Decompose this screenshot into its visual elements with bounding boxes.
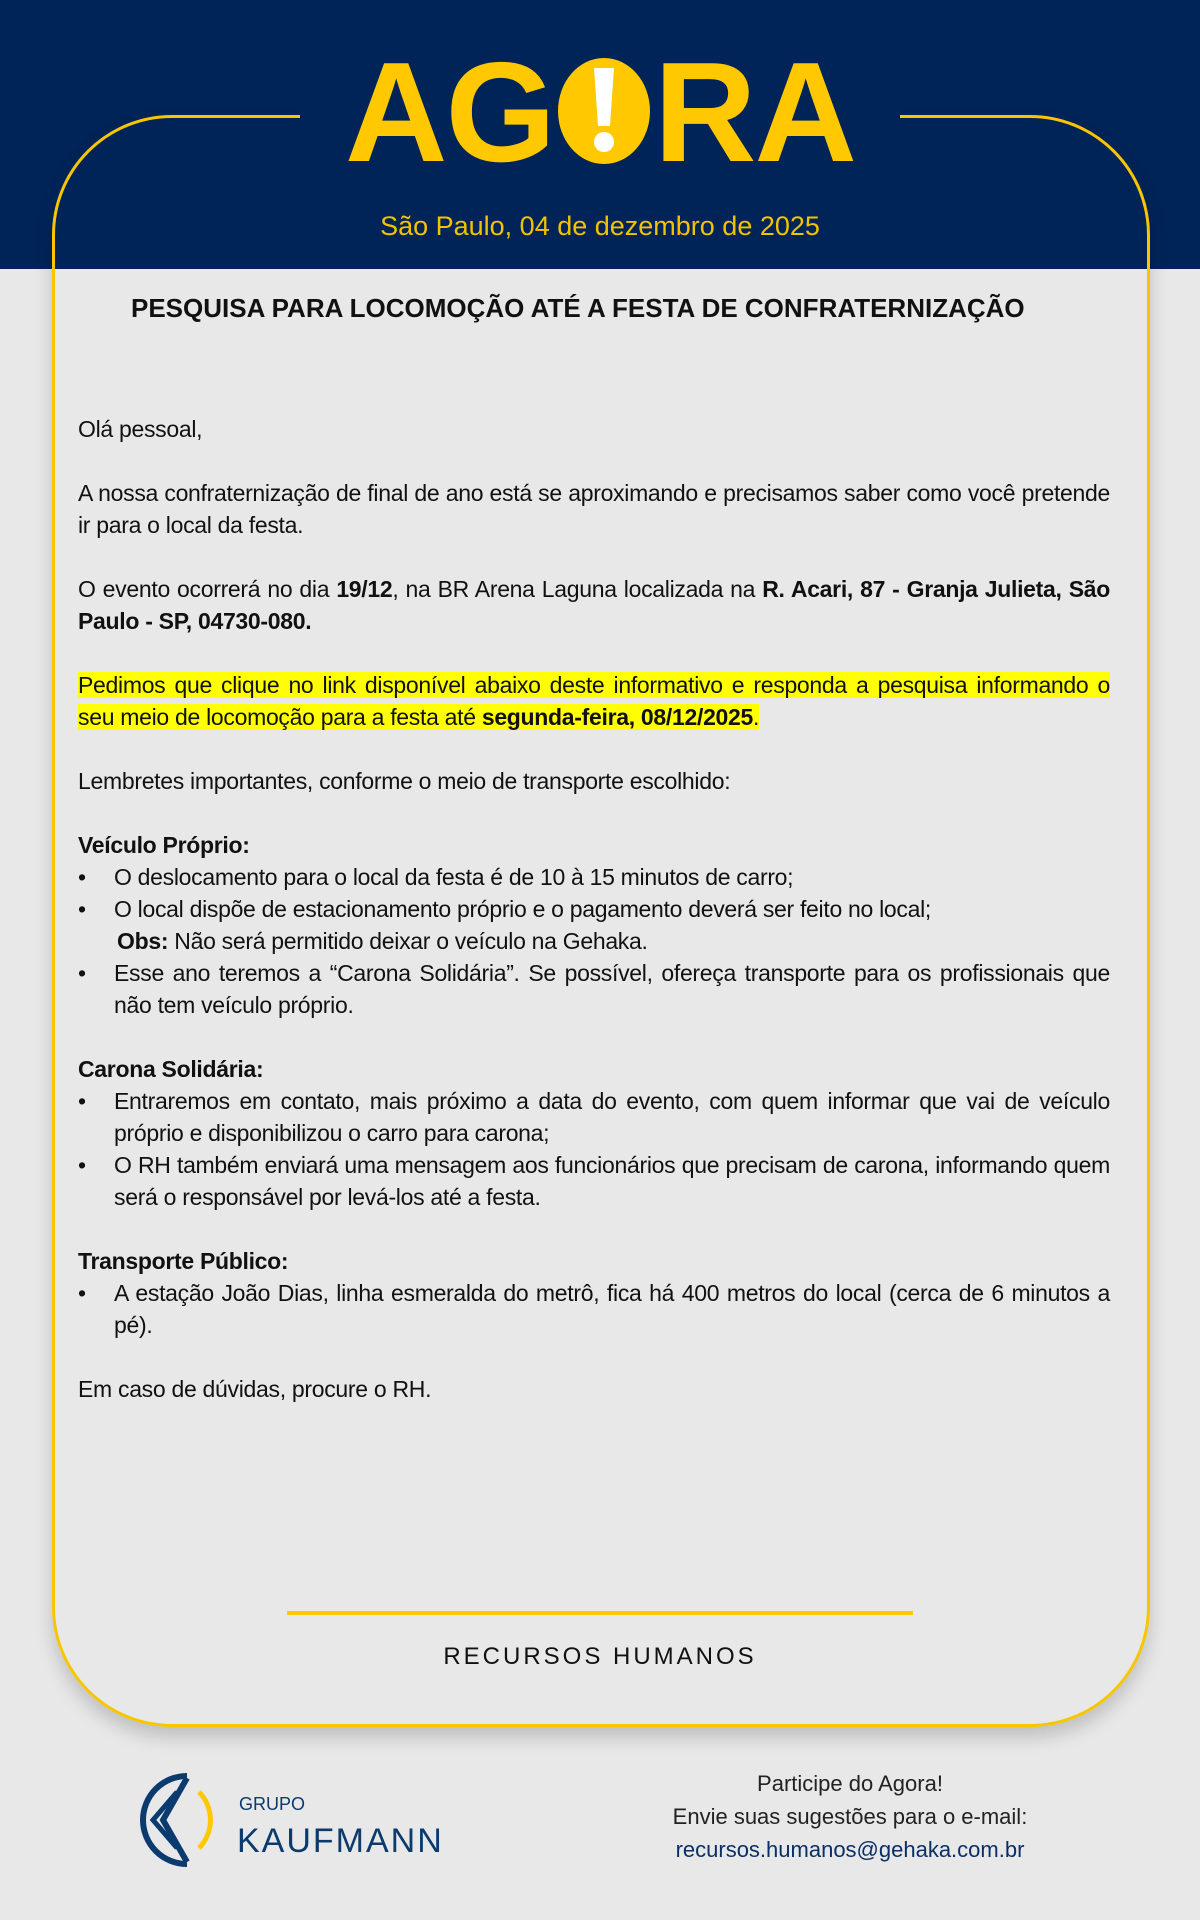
bullet-icon: • [78, 1280, 86, 1306]
agora-logo [343, 33, 857, 192]
list-item [78, 1149, 1110, 1213]
bullet-icon: • [78, 864, 86, 890]
kaufmann-logo [125, 1770, 445, 1870]
list-own-vehicle [78, 861, 1110, 1021]
event-date: 19/12 [336, 576, 393, 602]
bullet-icon: • [78, 1152, 86, 1178]
item-text: O deslocamento para o local da festa é de 10 à 15 minutos de carro; [114, 864, 794, 890]
list-carpool [78, 1085, 1110, 1213]
text: O evento ocorrerá no dia [78, 576, 337, 602]
text: . [753, 704, 760, 730]
highlight-paragraph [78, 669, 1110, 733]
closing: Em caso de dúvidas, procure o RH. [78, 1376, 432, 1402]
section-heading: Veículo Próprio: [78, 832, 250, 858]
bullet-icon: • [78, 1088, 86, 1114]
date: São Paulo, 04 de dezembro de 2025 [380, 211, 820, 241]
letter-body [78, 413, 1110, 1437]
item-text: Entraremos em contato, mais próximo a data do evento, com quem informar que vai de veículo próprio e disponibilizou o carro para carona; [114, 1088, 1110, 1146]
event-paragraph [78, 573, 1110, 637]
list-public-transport [78, 1277, 1110, 1341]
item-text: O local dispõe de estacionamento próprio e o pagamento deverá ser feito no local; [114, 896, 931, 922]
bullet-icon: • [78, 960, 86, 986]
logo-part: RA [653, 33, 856, 192]
brand-small: GRUPO [239, 1794, 306, 1814]
list-item [78, 861, 1110, 893]
event-address: R. Acari, 87 - Granja Julieta, São Paulo - SP, 04730-080. [78, 576, 1110, 634]
list-item [78, 1085, 1110, 1149]
brand-name: KAUFMANN [237, 1822, 444, 1860]
signature: RECURSOS HUMANOS [443, 1643, 757, 1670]
email-link[interactable]: recursos.humanos@gehaka.com.br [675, 1837, 1025, 1862]
item-text: O RH também enviará uma mensagem aos funcionários que precisam de carona, informando quem será o responsável por levá-los até a festa. [114, 1152, 1110, 1210]
footer-line: Envie suas sugestões para o e-mail: [672, 1804, 1028, 1829]
greeting: Olá pessoal, [78, 416, 203, 442]
footer-line: Participe do Agora! [757, 1771, 943, 1796]
obs-note [78, 925, 1110, 957]
reminders-intro: Lembretes importantes, conforme o meio de transporte escolhido: [78, 768, 731, 794]
item-text: Esse ano teremos a “Carona Solidária”. Se possível, ofereça transporte para os profissionais que não tem veículo próprio. [114, 960, 1110, 1018]
page-title: PESQUISA PARA LOCOMOÇÃO ATÉ A FESTA DE CONFRATERNIZAÇÃO [131, 293, 1025, 323]
text: , na BR Arena Laguna localizada na [392, 576, 763, 602]
obs-text: Não será permitido deixar o veículo na Gehaka. [168, 928, 648, 954]
deadline: segunda-feira, 08/12/2025 [481, 704, 754, 730]
section-heading: Transporte Público: [78, 1248, 289, 1274]
signature-divider [287, 1611, 913, 1615]
list-item [78, 957, 1110, 1021]
list-item [78, 1277, 1110, 1341]
list-item [78, 893, 1110, 925]
logo-part: AG [344, 33, 554, 192]
intro-paragraph: A nossa confraternização de final de ano está se aproximando e precisamos saber como você pretende ir para o local da festa. [78, 480, 1110, 538]
highlight-text: Pedimos que clique no link disponível abaixo deste informativo e responda a pesquisa informando o seu meio de locomoção para a festa até [78, 672, 1110, 730]
exclamation-o-icon [558, 58, 650, 164]
bullet-icon: • [78, 896, 86, 922]
obs-label: Obs: [117, 928, 169, 954]
footer-contact [600, 1767, 1100, 1866]
section-heading: Carona Solidária: [78, 1056, 264, 1082]
item-text: A estação João Dias, linha esmeralda do metrô, fica há 400 metros do local (cerca de 6 minutos a pé). [114, 1280, 1110, 1338]
